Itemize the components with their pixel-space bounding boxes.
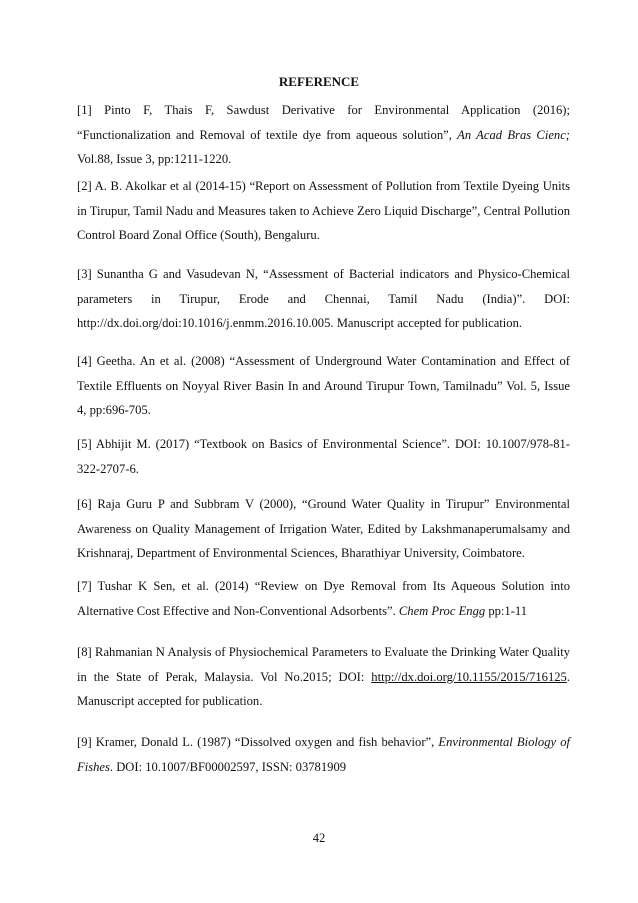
reference-9: [9] Kramer, Donald L. (1987) “Dissolved oxygen and fish behavior”, Environmental Biology of Fishes. DOI: 10.1007/BF00002597, ISSN: 03781909: [77, 735, 570, 774]
reference-5: [5] Abhijit M. (2017) “Textbook on Basics of Environmental Science”. DOI: 10.1007/978-81-322-2707-6.: [77, 437, 570, 476]
journal-name: Chem Proc Engg: [398, 603, 486, 618]
reference-8: [8] Rahmanian N Analysis of Physiochemical Parameters to Evaluate the Drinking Water Quality in the State of Perak, Malaysia. Vol No.2015; DOI: http://dx.doi.org/10.1155/2015/716125. Manuscript accepted for publication.: [77, 645, 570, 708]
page-number: 42: [312, 831, 326, 845]
journal-name: An Acad Bras Cienc;: [457, 127, 570, 142]
journal-name: Environmental Biology of Fishes: [77, 735, 570, 774]
reference-7: [7] Tushar K Sen, et al. (2014) “Review on Dye Removal from Its Aqueous Solution into Alternative Cost Effective and Non-Conventional Adsorbents”. Chem Proc Engg pp:1-11: [77, 579, 570, 618]
reference-2: [2] A. B. Akolkar et al (2014-15) “Report on Assessment of Pollution from Textile Dyeing Units in Tirupur, Tamil Nadu and Measures taken to Achieve Zero Liquid Discharge”, Central Pollution Control Board Zonal Office (South), Bengaluru.: [77, 179, 570, 242]
doi-link[interactable]: http://dx.doi.org/10.1155/2015/716125: [371, 669, 567, 684]
reference-4: [4] Geetha. An et al. (2008) “Assessment of Underground Water Contamination and Effect of Textile Effluents on Noyyal River Basin In and Around Tirupur Town, Tamilnadu” Vol. 5, Issue 4, pp:696-705.: [77, 354, 570, 417]
reference-6: [6] Raja Guru P and Subbram V (2000), “Ground Water Quality in Tirupur” Environmental Awareness on Quality Management of Irrigation Water, Edited by Lakshmanaperumalsamy and Krishnaraj, Department of Environmental Sciences, Bharathiyar University, Coimbatore.: [77, 497, 570, 560]
reference-1: [1] Pinto F, Thais F, Sawdust Derivative for Environmental Application (2016); “Functionalization and Removal of textile dye from aqueous solution”, An Acad Bras Cienc; Vol.88, Issue 3, pp:1211-1220.: [77, 103, 570, 166]
page-heading: REFERENCE: [278, 74, 360, 89]
reference-3: [3] Sunantha G and Vasudevan N, “Assessment of Bacterial indicators and Physico-Chemical parameters in Tirupur, Erode and Chennai, Tamil Nadu (India)”. DOI: http://dx.doi.org/doi:10.1016/j.enmm.2016.10.005. Manuscript accepted for publication.: [77, 267, 570, 330]
